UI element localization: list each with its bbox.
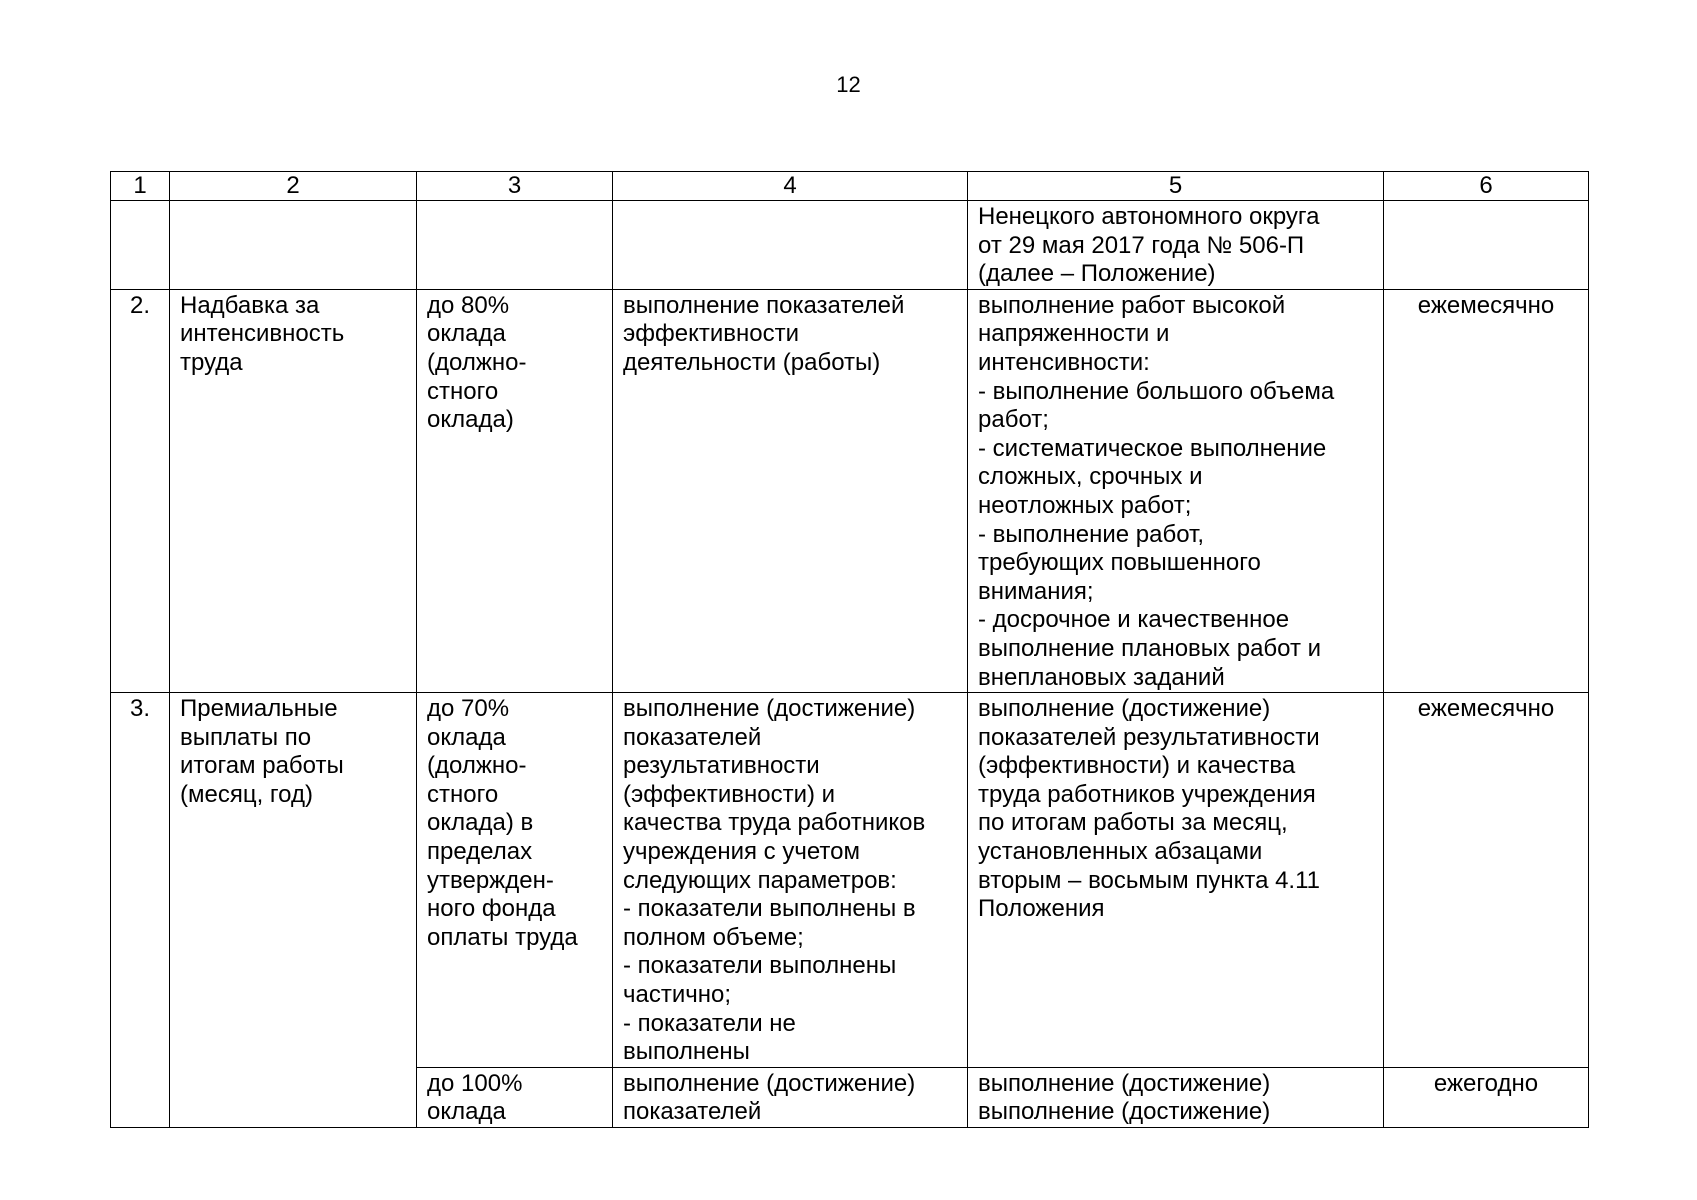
cell-text-line: выполнение работ высокой — [978, 291, 1286, 319]
cell-text-line: внимания; — [978, 577, 1094, 605]
cell-text-line: выполнение (достижение) — [623, 695, 916, 723]
page-number: 12 — [836, 72, 861, 97]
cell-text-line: следующих параметров: — [623, 866, 897, 894]
cell-text-line: полном объеме; — [623, 923, 804, 951]
cell-text-line: оклада — [427, 723, 506, 751]
cell-text-line: напряженности и — [978, 320, 1170, 348]
cell-text-line: - выполнение работ, — [978, 520, 1205, 548]
cell-conditions — [968, 289, 1384, 692]
cell-text-line: труда — [180, 348, 243, 376]
cell-text-line: требующих повышенного — [978, 549, 1261, 577]
cell-amount — [417, 1067, 613, 1127]
cell-text-line: утвержден- — [427, 866, 554, 894]
cell-amount — [417, 289, 613, 692]
cell-frequency: ежегодно — [1384, 1067, 1589, 1127]
cell-text-line: до 70% — [427, 695, 510, 723]
cell-text-line: неотложных работ; — [978, 491, 1192, 519]
cell-text-line: оклада) — [427, 406, 514, 434]
cell-criteria — [613, 1067, 968, 1127]
cell-text-line: деятельности (работы) — [623, 348, 881, 376]
cell-text-line: выполнение плановых работ и — [978, 634, 1322, 662]
cell-conditions — [968, 693, 1384, 1068]
cell-text-line: Премиальные — [180, 695, 338, 723]
header-col-6: 6 — [1384, 172, 1589, 201]
cell-criteria — [613, 289, 968, 692]
cell-text-line: ного фонда — [427, 895, 556, 923]
header-col-3: 3 — [417, 172, 613, 201]
cell-text-line: до 100% — [427, 1069, 523, 1097]
cell-text-line: (должно- — [427, 752, 527, 780]
cell-text-line: интенсивность — [180, 320, 345, 348]
cell-criteria — [613, 693, 968, 1068]
cell-text-line: оплаты труда — [427, 923, 578, 951]
cell-frequency: ежемесячно — [1384, 693, 1589, 1068]
cell-text-line: от 29 мая 2017 года № 506-П — [978, 231, 1305, 259]
cell-text-line: пределах — [427, 838, 533, 866]
cell-text-line: Положения — [978, 895, 1105, 923]
cell-text-line: выполнение (достижение) — [623, 1069, 916, 1097]
header-col-2: 2 — [170, 172, 417, 201]
cell-num: 2. — [111, 289, 170, 692]
cell-text-line: качества труда работников — [623, 809, 926, 837]
cell-text-line: (далее – Положение) — [978, 260, 1216, 288]
payments-table — [110, 171, 1589, 1128]
cell-text-line: (эффективности) и — [623, 780, 836, 808]
cell-text-line: труда работников учреждения — [978, 780, 1316, 808]
cell-text-line: - досрочное и качественное — [978, 606, 1290, 634]
cell-text-line: до 80% — [427, 291, 510, 319]
cell-text-line: (должно- — [427, 348, 527, 376]
cell-text-line: установленных абзацами — [978, 838, 1263, 866]
cell-frequency: ежемесячно — [1384, 289, 1589, 692]
cell-text-line: Ненецкого автономного округа — [978, 203, 1320, 230]
cell-text-line: по итогам работы за месяц, — [978, 809, 1288, 837]
table-row-premium-monthly — [111, 693, 1589, 1068]
cell-num — [111, 201, 170, 290]
cell-text-line: - систематическое выполнение — [978, 434, 1327, 462]
cell-num: 3. — [111, 693, 170, 1128]
table-row-intensity-bonus — [111, 289, 1589, 692]
cell-conditions — [968, 1067, 1384, 1127]
cell-amount — [417, 201, 613, 290]
cell-name — [170, 693, 417, 1128]
cell-criteria — [613, 201, 968, 290]
cell-text-line: учреждения с учетом — [623, 838, 860, 866]
table-row-continued — [111, 201, 1589, 290]
cell-text-line: эффективности — [623, 320, 800, 348]
cell-text-line: работ; — [978, 406, 1049, 434]
cell-text-line: выполнение (достижение) — [978, 695, 1271, 723]
cell-name — [170, 201, 417, 290]
cell-text-line: - показатели выполнены в — [623, 895, 916, 923]
cell-text-line: частично; — [623, 981, 732, 1009]
cell-text-line: оклада — [427, 1098, 506, 1126]
cell-name — [170, 289, 417, 692]
cell-text-line: - выполнение большого объема — [978, 377, 1335, 405]
cell-text-line: выплаты по — [180, 723, 312, 751]
cell-text-line: (месяц, год) — [180, 780, 313, 808]
cell-text-line: показателей — [623, 723, 762, 751]
cell-text-line: - показатели не — [623, 1009, 796, 1037]
cell-text-line: вторым – восьмым пункта 4.11 — [978, 866, 1321, 894]
cell-text-line: результативности — [623, 752, 820, 780]
cell-frequency — [1384, 201, 1589, 290]
cell-text-line: оклада) в — [427, 809, 534, 837]
cell-text-line: выполнение (достижение) — [978, 1098, 1271, 1126]
cell-text-line: показателей — [623, 1098, 762, 1126]
cell-text-line: стного — [427, 377, 499, 405]
cell-amount — [417, 693, 613, 1068]
cell-text-line: выполнение (достижение) — [978, 1069, 1271, 1097]
cell-text-line: (эффективности) и качества — [978, 752, 1296, 780]
cell-text-line: выполнение показателей — [623, 291, 905, 319]
header-col-1: 1 — [111, 172, 170, 201]
cell-conditions — [968, 201, 1384, 290]
cell-text-line: оклада — [427, 320, 506, 348]
cell-text-line: интенсивности: — [978, 348, 1150, 376]
cell-text-line: Надбавка за — [180, 291, 320, 319]
cell-text-line: - показатели выполнены — [623, 952, 897, 980]
cell-text-line: показателей результативности — [978, 723, 1320, 751]
header-col-5: 5 — [968, 172, 1384, 201]
cell-text-line: выполнены — [623, 1038, 750, 1066]
table-header-row — [111, 172, 1589, 201]
cell-text-line: итогам работы — [180, 752, 344, 780]
cell-text-line: внеплановых заданий — [978, 663, 1225, 691]
cell-text-line: сложных, срочных и — [978, 463, 1203, 491]
cell-text-line: стного — [427, 780, 499, 808]
header-col-4: 4 — [613, 172, 968, 201]
